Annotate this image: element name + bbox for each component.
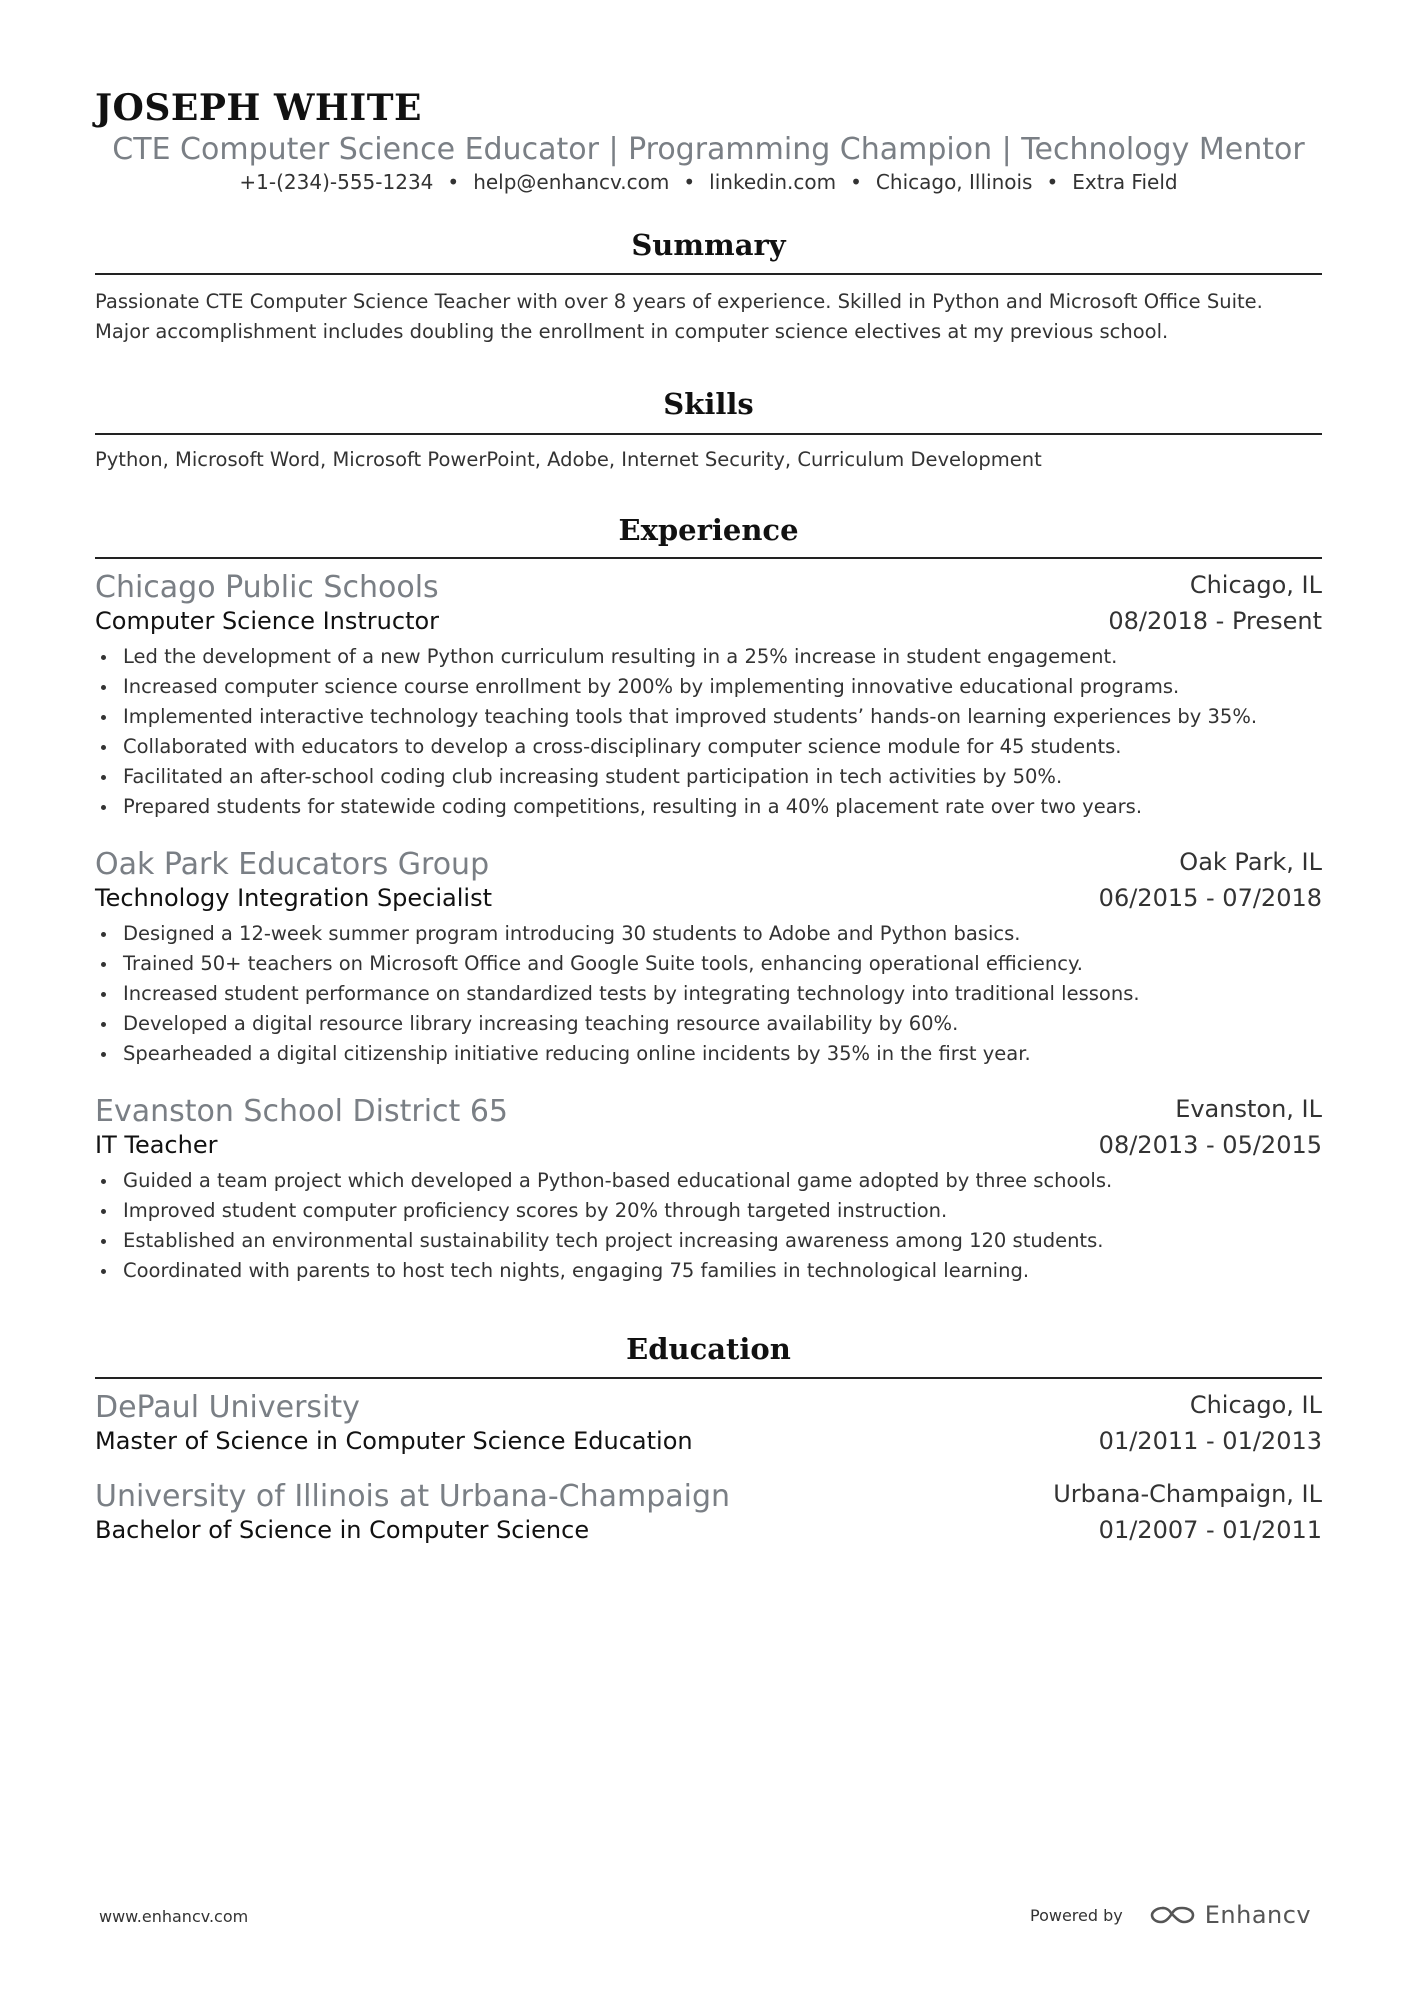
skills-heading: Skills: [663, 387, 754, 421]
experience-entry: [95, 847, 1322, 1069]
education-location: Urbana-Champaign, IL: [1053, 1480, 1322, 1508]
experience-dates: 08/2018 - Present: [1108, 607, 1322, 635]
experience-role: Technology Integration Specialist: [95, 884, 492, 912]
contact-extra-field: Extra Field: [1072, 170, 1178, 194]
contact-email[interactable]: help@enhancv.com: [473, 170, 670, 194]
experience-location: Evanston, IL: [1175, 1095, 1322, 1123]
contact-location: Chicago, Illinois: [875, 170, 1033, 194]
bullet-item: Led the development of a new Python curriculum resulting in a 25% increase in student engagement.: [95, 642, 1322, 672]
education-school: University of Illinois at Urbana-Champaign: [95, 1479, 731, 1514]
bullet-item: Implemented interactive technology teaching tools that improved students’ hands-on learning experiences by 35%.: [95, 702, 1322, 732]
skills-text: Python, Microsoft Word, Microsoft PowerPoint, Adobe, Internet Security, Curriculum Development: [95, 448, 1042, 471]
contact-linkedin[interactable]: linkedin.com: [709, 170, 837, 194]
bullet-item: Established an environmental sustainability tech project increasing awareness among 120 students.: [95, 1226, 1322, 1256]
education-degree: Master of Science in Computer Science Education: [95, 1427, 693, 1455]
enhancv-logo-icon: [1149, 1903, 1197, 1927]
summary-line: Passionate CTE Computer Science Teacher with over 8 years of experience. Skilled in Python and Microsoft Office Suite.: [95, 290, 1263, 313]
contact-phone: +1-(234)-555-1234: [239, 170, 434, 194]
education-divider: [95, 1377, 1322, 1379]
footer-branding: [1030, 1898, 1311, 1932]
bullet-item: Improved student computer proficiency scores by 20% through targeted instruction.: [95, 1196, 1322, 1226]
bullet-item: Developed a digital resource library increasing teaching resource availability by 60%.: [95, 1009, 1322, 1039]
education-heading: Education: [626, 1332, 791, 1366]
bullet-item: Designed a 12-week summer program introducing 30 students to Adobe and Python basics.: [95, 919, 1322, 949]
contact-line: [95, 169, 1322, 195]
experience-bullets: [95, 1166, 1322, 1286]
education-dates: 01/2007 - 01/2011: [1098, 1516, 1322, 1544]
summary-text: [95, 287, 1322, 347]
experience-entry: [95, 570, 1322, 822]
experience-location: Oak Park, IL: [1179, 848, 1322, 876]
experience-org: Evanston School District 65: [95, 1094, 508, 1129]
bullet-item: Prepared students for statewide coding competitions, resulting in a 40% placement rate over two years.: [95, 792, 1322, 822]
education-location: Chicago, IL: [1189, 1391, 1322, 1419]
bullet-item: Facilitated an after-school coding club increasing student participation in tech activities by 50%.: [95, 762, 1322, 792]
experience-location: Chicago, IL: [1189, 571, 1322, 599]
contact-separator: •: [850, 170, 862, 194]
bullet-item: Spearheaded a digital citizenship initiative reducing online incidents by 35% in the first year.: [95, 1039, 1322, 1069]
summary-line: Major accomplishment includes doubling the enrollment in computer science electives at my previous school.: [95, 320, 1169, 343]
experience-org: Chicago Public Schools: [95, 570, 439, 605]
bullet-item: Collaborated with educators to develop a cross-disciplinary computer science module for 45 students.: [95, 732, 1322, 762]
education-entry: [95, 1479, 1322, 1551]
bullet-item: Coordinated with parents to host tech nights, engaging 75 families in technological learning.: [95, 1256, 1322, 1286]
contact-separator: •: [447, 170, 460, 194]
experience-bullets: [95, 919, 1322, 1069]
summary-heading: Summary: [631, 228, 786, 262]
experience-dates: 08/2013 - 05/2015: [1098, 1131, 1322, 1159]
education-school: DePaul University: [95, 1390, 360, 1425]
contact-separator: •: [1046, 170, 1059, 194]
contact-separator: •: [683, 170, 696, 194]
bullet-item: Increased student performance on standardized tests by integrating technology into traditional lessons.: [95, 979, 1322, 1009]
candidate-name: JOSEPH WHITE: [95, 87, 422, 129]
experience-role: IT Teacher: [95, 1131, 218, 1159]
experience-entry: [95, 1094, 1322, 1286]
education-entry: [95, 1390, 1322, 1462]
experience-org: Oak Park Educators Group: [95, 847, 490, 882]
bullet-item: Increased computer science course enrollment by 200% by implementing innovative educational programs.: [95, 672, 1322, 702]
skills-divider: [95, 433, 1322, 435]
bullet-item: Trained 50+ teachers on Microsoft Office and Google Suite tools, enhancing operational efficiency.: [95, 949, 1322, 979]
experience-divider: [95, 557, 1322, 559]
powered-by-label: Powered by: [1030, 1905, 1123, 1925]
experience-dates: 06/2015 - 07/2018: [1098, 884, 1322, 912]
education-dates: 01/2011 - 01/2013: [1098, 1427, 1322, 1455]
education-degree: Bachelor of Science in Computer Science: [95, 1516, 590, 1544]
experience-heading: Experience: [618, 513, 799, 547]
enhancv-brand-name: Enhancv: [1204, 1901, 1312, 1929]
candidate-title: CTE Computer Science Educator | Programming Champion | Technology Mentor: [112, 132, 1305, 167]
bullet-item: Guided a team project which developed a Python-based educational game adopted by three schools.: [95, 1166, 1322, 1196]
summary-divider: [95, 273, 1322, 275]
experience-bullets: [95, 642, 1322, 822]
footer-website[interactable]: www.enhancv.com: [99, 1907, 249, 1926]
experience-role: Computer Science Instructor: [95, 607, 440, 635]
